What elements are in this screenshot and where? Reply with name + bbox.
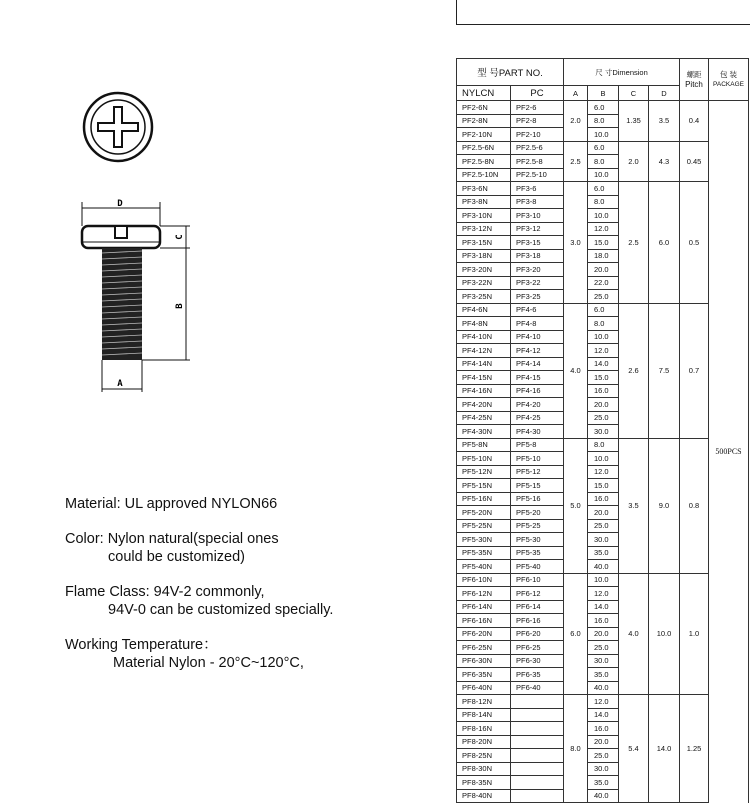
cell-pc-code: PF5-8 — [511, 438, 564, 452]
cell-dim-d: 4.3 — [649, 141, 680, 182]
cell-dim-d: 7.5 — [649, 303, 680, 438]
cell-dim-b: 16.0 — [588, 384, 619, 398]
note-flame — [65, 583, 445, 619]
cell-nylon-code: PF3-6N — [457, 182, 511, 196]
cell-pc-code: PF3-25 — [511, 290, 564, 304]
cell-pc-code — [511, 708, 564, 722]
cell-dim-b: 20.0 — [588, 398, 619, 412]
header-package-cn: 包 装 — [719, 69, 738, 79]
cell-dim-b: 14.0 — [588, 600, 619, 614]
cell-nylon-code: PF4-12N — [457, 344, 511, 358]
header-col-d: D — [649, 86, 680, 101]
cell-nylon-code: PF6-35N — [457, 668, 511, 682]
cell-pc-code — [511, 789, 564, 803]
cell-dim-b: 6.0 — [588, 141, 619, 155]
cell-nylon-code: PF5-15N — [457, 479, 511, 493]
cell-dim-b: 16.0 — [588, 614, 619, 628]
cell-dim-c: 2.5 — [619, 182, 649, 304]
cell-pc-code: PF5-12 — [511, 465, 564, 479]
cell-dim-b: 18.0 — [588, 249, 619, 263]
note-flame-line1: Flame Class: 94V-2 commonly, — [65, 584, 265, 600]
cell-dim-b: 12.0 — [588, 695, 619, 709]
cell-dim-b: 30.0 — [588, 425, 619, 439]
cell-dim-b: 10.0 — [588, 330, 619, 344]
cell-pc-code: PF5-30 — [511, 533, 564, 547]
cell-nylon-code: PF6-14N — [457, 600, 511, 614]
cell-dim-c: 3.5 — [619, 438, 649, 573]
cell-dim-b: 25.0 — [588, 411, 619, 425]
cell-nylon-code: PF5-8N — [457, 438, 511, 452]
header-nylon: NYLCN — [457, 86, 511, 101]
table-row — [457, 573, 749, 587]
cell-nylon-code: PF8-35N — [457, 776, 511, 790]
cell-pc-code: PF4-16 — [511, 384, 564, 398]
dimension-a — [102, 360, 142, 392]
cell-nylon-code: PF6-40N — [457, 681, 511, 695]
cell-pc-code: PF3-20 — [511, 263, 564, 277]
cell-nylon-code: PF4-25N — [457, 411, 511, 425]
note-color-line1: Color: Nylon natural(special ones — [65, 531, 279, 547]
cell-pc-code: PF5-25 — [511, 519, 564, 533]
cell-pitch: 1.25 — [680, 695, 709, 803]
cell-nylon-code: PF4-8N — [457, 317, 511, 331]
cell-nylon-code: PF6-10N — [457, 573, 511, 587]
cell-pc-code — [511, 749, 564, 763]
cell-nylon-code: PF8-25N — [457, 749, 511, 763]
cell-dim-a: 2.0 — [564, 101, 588, 142]
cell-dim-b: 12.0 — [588, 222, 619, 236]
cell-pc-code: PF4-6 — [511, 303, 564, 317]
cell-nylon-code: PF4-20N — [457, 398, 511, 412]
cell-pc-code: PF5-40 — [511, 560, 564, 574]
cell-pc-code: PF6-12 — [511, 587, 564, 601]
dim-label-b: B — [175, 303, 185, 309]
cell-dim-b: 10.0 — [588, 452, 619, 466]
header-col-a: A — [564, 86, 588, 101]
cell-dim-b: 16.0 — [588, 722, 619, 736]
cell-pc-code: PF3-10 — [511, 209, 564, 223]
cell-pc-code: PF2.5-6 — [511, 141, 564, 155]
cell-dim-a: 3.0 — [564, 182, 588, 304]
cell-pc-code: PF3-18 — [511, 249, 564, 263]
dim-label-d: D — [117, 199, 123, 209]
cell-nylon-code: PF6-12N — [457, 587, 511, 601]
header-col-b: B — [588, 86, 619, 101]
cell-dim-a: 6.0 — [564, 573, 588, 695]
cell-dim-a: 8.0 — [564, 695, 588, 803]
header-package — [709, 59, 749, 101]
cell-pitch: 0.45 — [680, 141, 709, 182]
cell-nylon-code: PF2.5-6N — [457, 141, 511, 155]
cell-pc-code: PF2-10 — [511, 128, 564, 142]
cell-pc-code — [511, 762, 564, 776]
cell-nylon-code: PF3-8N — [457, 195, 511, 209]
cell-nylon-code: PF2-8N — [457, 114, 511, 128]
cell-dim-b: 15.0 — [588, 236, 619, 250]
cell-nylon-code: PF4-30N — [457, 425, 511, 439]
cell-nylon-code: PF8-40N — [457, 789, 511, 803]
cell-nylon-code: PF8-14N — [457, 708, 511, 722]
cell-dim-b: 40.0 — [588, 789, 619, 803]
cell-dim-b: 12.0 — [588, 344, 619, 358]
cell-dim-d: 3.5 — [649, 101, 680, 142]
note-temp-line1: Working Temperature： — [65, 637, 218, 653]
table-row — [457, 438, 749, 452]
cell-dim-b: 35.0 — [588, 776, 619, 790]
cell-dim-b: 30.0 — [588, 762, 619, 776]
cell-pitch: 0.5 — [680, 182, 709, 304]
cell-pc-code — [511, 776, 564, 790]
note-color-line2: could be customized) — [108, 549, 246, 565]
cell-dim-b: 8.0 — [588, 195, 619, 209]
cell-nylon-code: PF6-16N — [457, 614, 511, 628]
cell-dim-b: 20.0 — [588, 627, 619, 641]
cell-dim-b: 15.0 — [588, 371, 619, 385]
header-package-en: PACKAGE — [713, 80, 744, 88]
cell-pc-code: PF4-12 — [511, 344, 564, 358]
cell-nylon-code: PF6-20N — [457, 627, 511, 641]
cell-pc-code: PF4-25 — [511, 411, 564, 425]
cell-nylon-code: PF4-14N — [457, 357, 511, 371]
cell-nylon-code: PF6-25N — [457, 641, 511, 655]
cell-nylon-code: PF5-40N — [457, 560, 511, 574]
cell-nylon-code: PF3-20N — [457, 263, 511, 277]
cell-pc-code: PF6-16 — [511, 614, 564, 628]
header-pc: PC — [511, 86, 564, 101]
cell-nylon-code: PF2-10N — [457, 128, 511, 142]
cell-nylon-code: PF2.5-10N — [457, 168, 511, 182]
cell-dim-a: 4.0 — [564, 303, 588, 438]
screw-head — [82, 226, 160, 248]
cell-dim-b: 12.0 — [588, 465, 619, 479]
table-row — [457, 182, 749, 196]
cell-pc-code: PF5-10 — [511, 452, 564, 466]
cell-nylon-code: PF3-15N — [457, 236, 511, 250]
cell-pitch: 0.8 — [680, 438, 709, 573]
cell-dim-b: 14.0 — [588, 357, 619, 371]
cell-dim-d: 14.0 — [649, 695, 680, 803]
header-pitch-cn: 螺距 — [686, 69, 702, 79]
cell-nylon-code: PF3-10N — [457, 209, 511, 223]
cell-pc-code: PF6-30 — [511, 654, 564, 668]
cell-dim-b: 6.0 — [588, 101, 619, 115]
cell-nylon-code: PF5-25N — [457, 519, 511, 533]
note-temperature — [65, 636, 445, 672]
cell-dim-d: 10.0 — [649, 573, 680, 695]
note-flame-line2: 94V-0 can be customized specially. — [108, 602, 334, 618]
cell-package: 500PCS — [709, 101, 749, 803]
screw-drawing — [60, 80, 200, 400]
cell-dim-c: 5.4 — [619, 695, 649, 803]
cell-nylon-code: PF5-12N — [457, 465, 511, 479]
cell-dim-b: 8.0 — [588, 155, 619, 169]
cell-dim-b: 22.0 — [588, 276, 619, 290]
cell-dim-b: 10.0 — [588, 573, 619, 587]
cell-pitch: 0.4 — [680, 101, 709, 142]
note-material-text: Material: UL approved NYLON66 — [65, 496, 278, 512]
cell-nylon-code: PF3-25N — [457, 290, 511, 304]
cell-dim-a: 2.5 — [564, 141, 588, 182]
cell-pitch: 0.7 — [680, 303, 709, 438]
header-part-no: 型 号PART NO. — [457, 59, 564, 86]
cell-dim-b: 30.0 — [588, 654, 619, 668]
cell-pc-code: PF3-8 — [511, 195, 564, 209]
cell-pc-code — [511, 695, 564, 709]
cell-dim-a: 5.0 — [564, 438, 588, 573]
cell-nylon-code: PF8-30N — [457, 762, 511, 776]
cell-nylon-code: PF2-6N — [457, 101, 511, 115]
cell-pc-code: PF4-20 — [511, 398, 564, 412]
cell-dim-d: 6.0 — [649, 182, 680, 304]
note-color — [65, 530, 445, 566]
note-material — [65, 495, 445, 513]
cell-pc-code: PF4-15 — [511, 371, 564, 385]
cell-dim-b: 10.0 — [588, 128, 619, 142]
cell-nylon-code: PF8-20N — [457, 735, 511, 749]
cell-nylon-code: PF2.5-8N — [457, 155, 511, 169]
cell-dim-b: 8.0 — [588, 317, 619, 331]
cell-nylon-code: PF5-30N — [457, 533, 511, 547]
cell-dim-b: 20.0 — [588, 263, 619, 277]
cell-pc-code: PF4-10 — [511, 330, 564, 344]
cell-pc-code: PF2.5-10 — [511, 168, 564, 182]
dimension-b — [142, 248, 190, 360]
header-dimension: 尺 寸Dimension — [564, 59, 680, 86]
cell-dim-b: 10.0 — [588, 209, 619, 223]
cell-pc-code — [511, 735, 564, 749]
cell-pc-code: PF6-35 — [511, 668, 564, 682]
cell-nylon-code: PF8-16N — [457, 722, 511, 736]
cell-pc-code: PF3-15 — [511, 236, 564, 250]
cell-dim-b: 30.0 — [588, 533, 619, 547]
cell-dim-c: 2.0 — [619, 141, 649, 182]
cell-dim-b: 20.0 — [588, 506, 619, 520]
cell-nylon-code: PF8-12N — [457, 695, 511, 709]
cell-pc-code — [511, 722, 564, 736]
header-pitch-en: Pitch — [685, 79, 703, 89]
cell-nylon-code: PF3-22N — [457, 276, 511, 290]
cell-nylon-code: PF4-15N — [457, 371, 511, 385]
dim-label-c: C — [175, 234, 185, 240]
cell-dim-b: 25.0 — [588, 290, 619, 304]
cell-pc-code: PF3-12 — [511, 222, 564, 236]
table-row — [457, 303, 749, 317]
cell-nylon-code: PF4-16N — [457, 384, 511, 398]
table-row — [457, 141, 749, 155]
dimension-c — [160, 226, 190, 248]
table-row — [457, 695, 749, 709]
cell-pc-code: PF5-15 — [511, 479, 564, 493]
spec-table — [456, 58, 749, 803]
cell-dim-b: 15.0 — [588, 479, 619, 493]
cell-pc-code: PF5-20 — [511, 506, 564, 520]
cell-pc-code: PF6-20 — [511, 627, 564, 641]
dimension-d — [82, 199, 160, 226]
cell-nylon-code: PF4-6N — [457, 303, 511, 317]
cell-pc-code: PF2.5-8 — [511, 155, 564, 169]
cell-dim-b: 25.0 — [588, 519, 619, 533]
cell-pc-code: PF2-8 — [511, 114, 564, 128]
cell-dim-b: 20.0 — [588, 735, 619, 749]
cell-nylon-code: PF3-18N — [457, 249, 511, 263]
cell-pc-code: PF6-40 — [511, 681, 564, 695]
cell-pc-code: PF6-14 — [511, 600, 564, 614]
cell-nylon-code: PF6-30N — [457, 654, 511, 668]
cell-dim-b: 25.0 — [588, 641, 619, 655]
cell-dim-d: 9.0 — [649, 438, 680, 573]
cell-nylon-code: PF5-10N — [457, 452, 511, 466]
top-frame-box — [456, 0, 750, 25]
cell-pc-code: PF3-6 — [511, 182, 564, 196]
cell-pc-code: PF6-10 — [511, 573, 564, 587]
cell-dim-b: 8.0 — [588, 438, 619, 452]
note-temp-line2: Material Nylon - 20°C~120°C, — [113, 655, 304, 671]
cell-pc-code: PF3-22 — [511, 276, 564, 290]
cell-dim-b: 16.0 — [588, 492, 619, 506]
cell-pitch: 1.0 — [680, 573, 709, 695]
cell-dim-b: 40.0 — [588, 681, 619, 695]
cell-dim-b: 25.0 — [588, 749, 619, 763]
spec-table-body — [457, 101, 749, 803]
cell-nylon-code: PF4-10N — [457, 330, 511, 344]
cell-pc-code: PF2-6 — [511, 101, 564, 115]
dim-label-a: A — [117, 379, 123, 389]
cell-dim-b: 35.0 — [588, 668, 619, 682]
cell-dim-b: 14.0 — [588, 708, 619, 722]
header-pitch — [680, 59, 709, 101]
cell-pc-code: PF6-25 — [511, 641, 564, 655]
cell-dim-c: 2.6 — [619, 303, 649, 438]
cell-pc-code: PF4-8 — [511, 317, 564, 331]
cell-dim-c: 4.0 — [619, 573, 649, 695]
cell-pc-code: PF5-16 — [511, 492, 564, 506]
cell-nylon-code: PF3-12N — [457, 222, 511, 236]
cell-dim-b: 35.0 — [588, 546, 619, 560]
cell-pc-code: PF5-35 — [511, 546, 564, 560]
cell-dim-b: 8.0 — [588, 114, 619, 128]
cell-dim-b: 6.0 — [588, 182, 619, 196]
cell-dim-b: 6.0 — [588, 303, 619, 317]
cell-nylon-code: PF5-35N — [457, 546, 511, 560]
cell-dim-b: 40.0 — [588, 560, 619, 574]
cell-dim-b: 12.0 — [588, 587, 619, 601]
cell-dim-c: 1.35 — [619, 101, 649, 142]
cell-pc-code: PF4-30 — [511, 425, 564, 439]
cell-dim-b: 10.0 — [588, 168, 619, 182]
table-row — [457, 101, 749, 115]
material-notes — [65, 495, 445, 689]
header-col-c: C — [619, 86, 649, 101]
cell-nylon-code: PF5-20N — [457, 506, 511, 520]
screw-body — [102, 248, 142, 360]
screw-top-view — [84, 93, 152, 161]
cell-pc-code: PF4-14 — [511, 357, 564, 371]
cell-nylon-code: PF5-16N — [457, 492, 511, 506]
